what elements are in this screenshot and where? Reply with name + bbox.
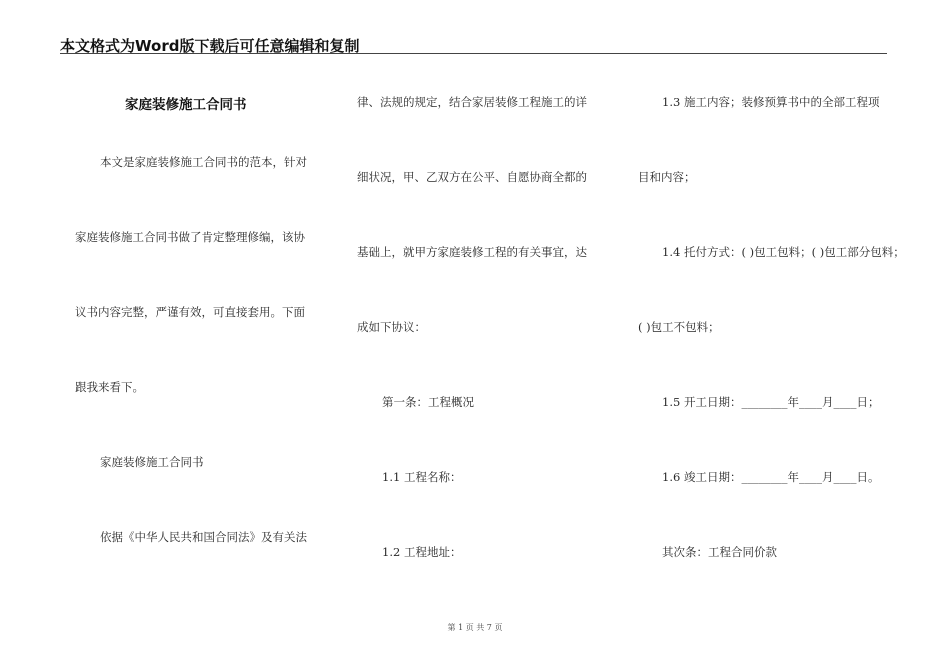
- paragraph-line: 本文是家庭装修施工合同书的范本，针对: [100, 155, 307, 169]
- clause-line: 1.1 工程名称：: [382, 470, 462, 484]
- paragraph-line: 依据《中华人民共和国合同法》及有关法: [100, 530, 307, 544]
- paragraph-line: 律、法规的规定，结合家居装修工程施工的详: [357, 95, 587, 109]
- header-divider: [60, 53, 887, 54]
- paragraph-line: 跟我来看下。: [75, 380, 144, 394]
- section-heading: 其次条：工程合同价款: [662, 545, 777, 559]
- section-heading: 第一条：工程概况: [382, 395, 474, 409]
- clause-line: 1.2 工程地址：: [382, 545, 462, 559]
- clause-line: 1.3 施工内容；装修预算书中的全部工程项: [662, 95, 880, 109]
- document-title: 家庭装修施工合同书: [125, 97, 247, 113]
- clause-line: 1.5 开工日期：________年____月____日；: [662, 395, 880, 409]
- paragraph-line: 细状况，甲、乙双方在公平、自愿协商全都的: [357, 170, 587, 184]
- paragraph-line: 家庭装修施工合同书做了肯定整理修编，该协: [75, 230, 305, 244]
- clause-line: ( )包工不包料；: [638, 320, 720, 334]
- paragraph-line: 议书内容完整，严谨有效，可直接套用。下面: [75, 305, 305, 319]
- clause-line: 1.6 竣工日期：________年____月____日。: [662, 470, 880, 484]
- header-banner: 本文格式为Word版下载后可任意编辑和复制: [60, 37, 360, 55]
- clause-line: 1.4 托付方式：( )包工包料；( )包工部分包料；: [662, 245, 905, 259]
- paragraph-line: 基础上，就甲方家庭装修工程的有关事宜，达: [357, 245, 587, 259]
- clause-line: 目和内容；: [638, 170, 696, 184]
- contract-heading: 家庭装修施工合同书: [100, 455, 204, 469]
- paragraph-line: 成如下协议：: [357, 320, 426, 334]
- page-indicator: 第 1 页 共 7 页: [447, 623, 503, 632]
